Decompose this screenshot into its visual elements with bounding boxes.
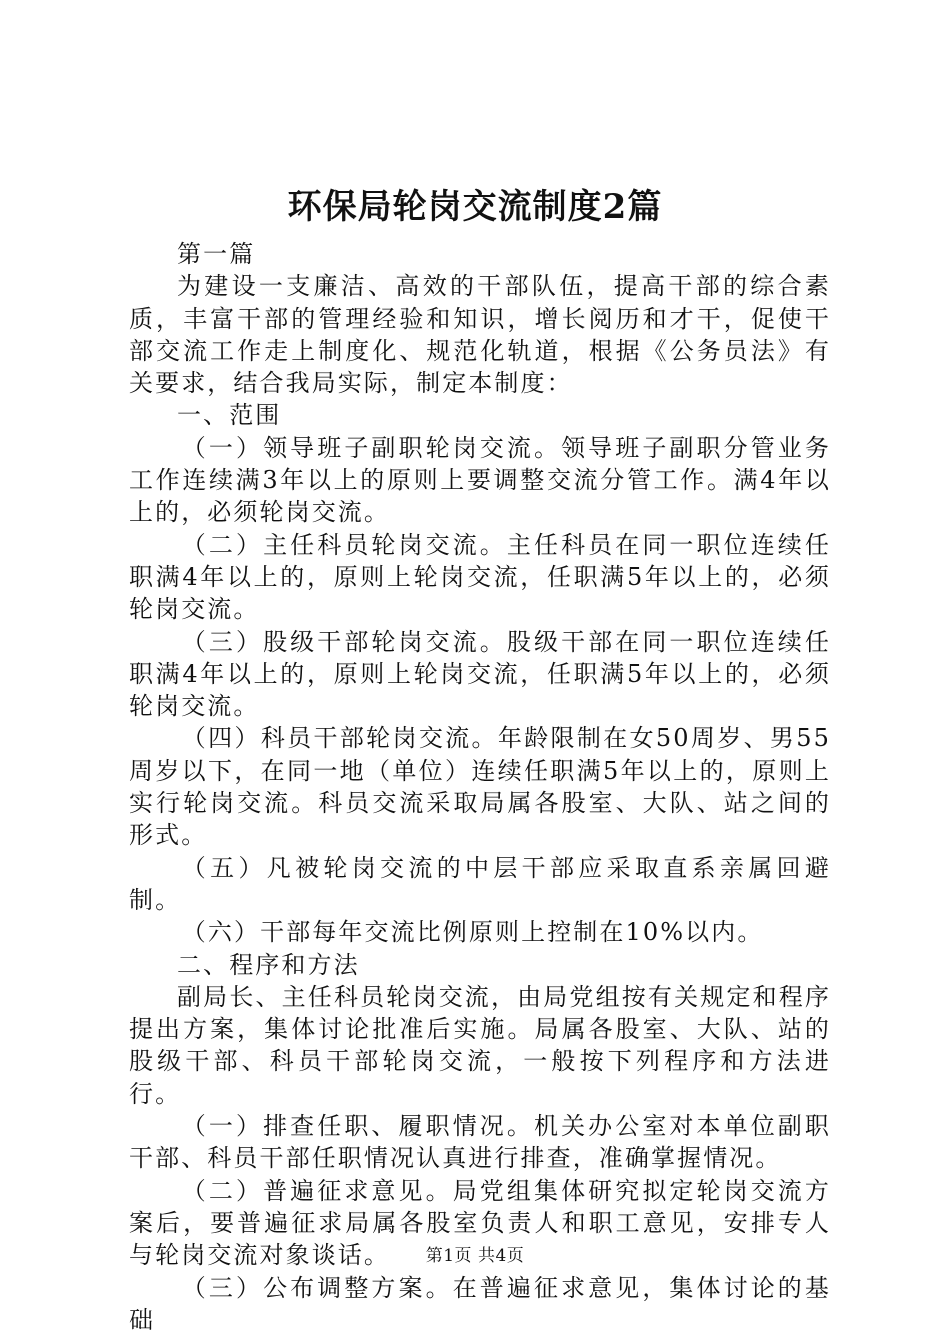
paragraph-procedure-intro: 副局长、主任科员轮岗交流，由局党组按有关规定和程序提出方案，集体讨论批准后实施。局属各股室、大队、站的股级干部、科员干部轮岗交流，一般按下列程序和方法进行。 [129, 982, 831, 1108]
section-heading-scope: 一、范围 [177, 401, 282, 430]
paragraph-procedure-item-2: （二）普遍征求意见。局党组集体研究拟定轮岗交流方案后，要普遍征求局属各股室负责人和职工意见，安排专人与轮岗交流对象谈话。 [129, 1176, 831, 1270]
paragraph-scope-item-2: （二）主任科员轮岗交流。主任科员在同一职位连续任职满4年以上的，原则上轮岗交流，任职满5年以上的，必须轮岗交流。 [129, 530, 831, 624]
paragraph-procedure-item-3: （三）公布调整方案。在普遍征求意见，集体讨论的基础 [129, 1273, 831, 1334]
paragraph-part-heading: 第一篇 [177, 240, 256, 268]
document-body [129, 238, 831, 1336]
page-footer: 第1页 共4页 [425, 1246, 525, 1266]
document-title: 环保局轮岗交流制度2篇 [287, 187, 663, 227]
paragraph-scope-item-1: （一）领导班子副职轮岗交流。领导班子副职分管业务工作连续满3年以上的原则上要调整交流分管工作。满4年以上的，必须轮岗交流。 [129, 433, 831, 527]
paragraph-scope-item-6: （六）干部每年交流比例原则上控制在10%以内。 [181, 918, 764, 947]
paragraph-scope-item-3: （三）股级干部轮岗交流。股级干部在同一职位连续任职满4年以上的，原则上轮岗交流，任职满5年以上的，必须轮岗交流。 [129, 627, 831, 721]
paragraph-scope-item-5: （五）凡被轮岗交流的中层干部应采取直系亲属回避制。 [129, 853, 831, 914]
section-heading-procedure: 二、程序和方法 [177, 950, 360, 979]
paragraph-intro: 为建设一支廉洁、高效的干部队伍，提高干部的综合素质，丰富干部的管理经验和知识，增长阅历和才干，促使干部交流工作走上制度化、规范化轨道，根据《公务员法》有关要求，结合我局实际，制定本制度： [129, 272, 831, 398]
paragraph-scope-item-4: （四）科员干部轮岗交流。年龄限制在女50周岁、男55周岁以下，在同一地（单位）连续任职满5年以上的，原则上实行轮岗交流。科员交流采取局属各股室、大队、站之间的形式。 [129, 724, 831, 850]
paragraph-procedure-item-1: （一）排查任职、履职情况。机关办公室对本单位副职干部、科员干部任职情况认真进行排查，准确掌握情况。 [129, 1112, 831, 1173]
